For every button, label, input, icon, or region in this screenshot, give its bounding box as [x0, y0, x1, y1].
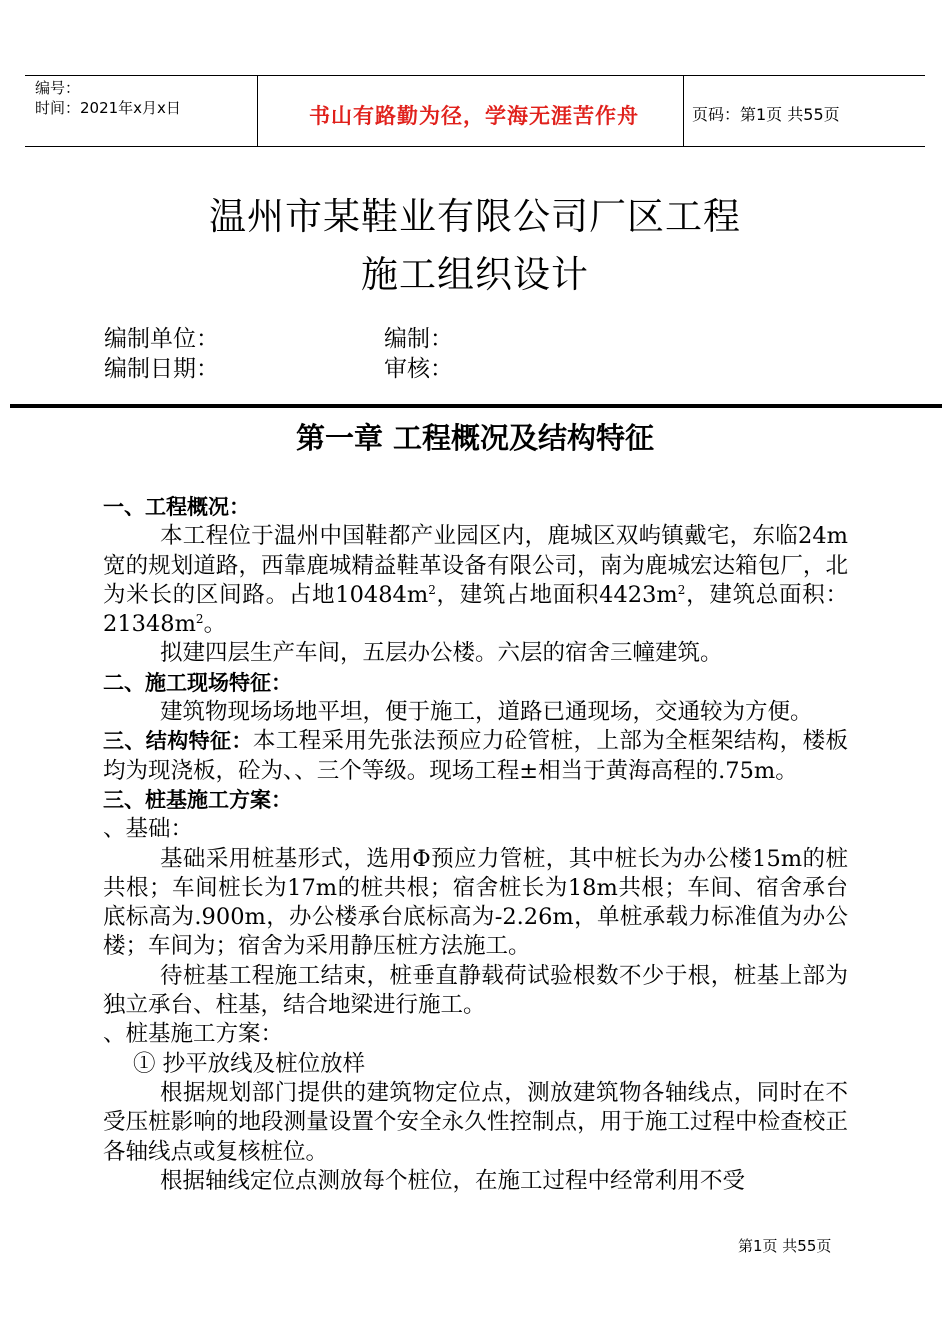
paragraph-site: 建筑物现场场地平坦，便于施工，道路已通现场，交通较为方便。: [160, 699, 813, 726]
document-time-label: 时间：2021年x月x日: [35, 99, 181, 117]
paragraph-pile-positions: 根据轴线定位点测放每个桩位，在施工过程中经常利用不受: [160, 1167, 746, 1194]
header-divider-right: [683, 75, 684, 147]
section-heading-site: 二、施工现场特征：: [103, 670, 292, 695]
paragraph-overview-location: 本工程位于温州中国鞋都产业园区内，鹿城区双屿镇戴宅，东临24m宽的规划道路，西靠鹿城精益鞋革设备有限公司，南为鹿城宏达箱包厂，北为米长的区间路。占地$10484m^2$，建筑占地面积$4423m^2$，建筑总面积：$21348m^2$。: [103, 523, 848, 638]
paragraph-load-test: 待桩基工程施工结束，桩垂直静载荷试验根数不少于根，桩基上部为独立承台、柱基，结合地梁进行施工。: [103, 962, 848, 1019]
header-motto: 书山有路勤为径，学海无涯苦作舟: [309, 104, 639, 128]
editor-label: 编制：: [384, 326, 453, 352]
superscript-2: 2: [428, 582, 436, 597]
header-bottom-border: [25, 146, 925, 147]
paragraph-survey-points: 根据规划部门提供的建筑物定位点，测放建筑物各轴线点，同时在不受压桩影响的地段测量设置个安全永久性控制点，用于施工过程中检查校正各轴线点或复核桩位。: [103, 1079, 848, 1165]
document-number-label: 编号：: [35, 79, 81, 97]
header-page-info: 页码：第1页 共55页: [692, 105, 840, 124]
compile-unit-label: 编制单位：: [104, 326, 219, 352]
section-heading-pile-plan: 三、桩基施工方案：: [103, 787, 292, 812]
document-title-line2: 施工组织设计: [361, 253, 589, 296]
paragraph-foundation: 基础采用桩基形式，选用Φ预应力管桩，其中桩长为办公楼15m的桩共根；车间桩长为17m的桩共根；宿舍桩长为18m共根；车间、宿舍承台底标高为.900m，办公楼承台底标高为-2.26m，单桩承载力标准值为办公楼；车间为；宿舍为采用静压桩方法施工。: [103, 845, 848, 960]
section-heading-structure: 三、结构特征：: [103, 729, 253, 754]
list-item-layout-survey: ① 抄平放线及桩位放样: [133, 1050, 366, 1077]
header-divider-left: [257, 75, 258, 147]
section-divider: [10, 404, 942, 408]
paragraph-structure: 三、结构特征：本工程采用先张法预应力砼管桩，上部为全框架结构，楼板均为现浇板，砼为、、三个等级。现场工程±相当于黄海高程的.75m。: [103, 728, 848, 784]
compile-date-label: 编制日期：: [104, 356, 219, 382]
subheading-pile-plan: 、桩基施工方案：: [103, 1021, 284, 1048]
section-heading-overview: 一、工程概况：: [103, 495, 250, 519]
reviewer-label: 审核：: [384, 356, 453, 382]
superscript-2: 2: [677, 582, 686, 597]
page-footer: 第1页 共55页: [738, 1237, 832, 1255]
paragraph-overview-buildings: 拟建四层生产车间，五层办公楼。六层的宿舍三幢建筑。: [160, 640, 723, 667]
document-body: [103, 493, 848, 1196]
chapter-title: 第一章 工程概况及结构特征: [295, 421, 655, 455]
document-title-line1: 温州市某鞋业有限公司厂区工程: [209, 195, 741, 238]
header-top-border: [25, 75, 925, 76]
superscript-2: 2: [195, 612, 204, 627]
subheading-foundation: 、基础：: [103, 816, 194, 843]
